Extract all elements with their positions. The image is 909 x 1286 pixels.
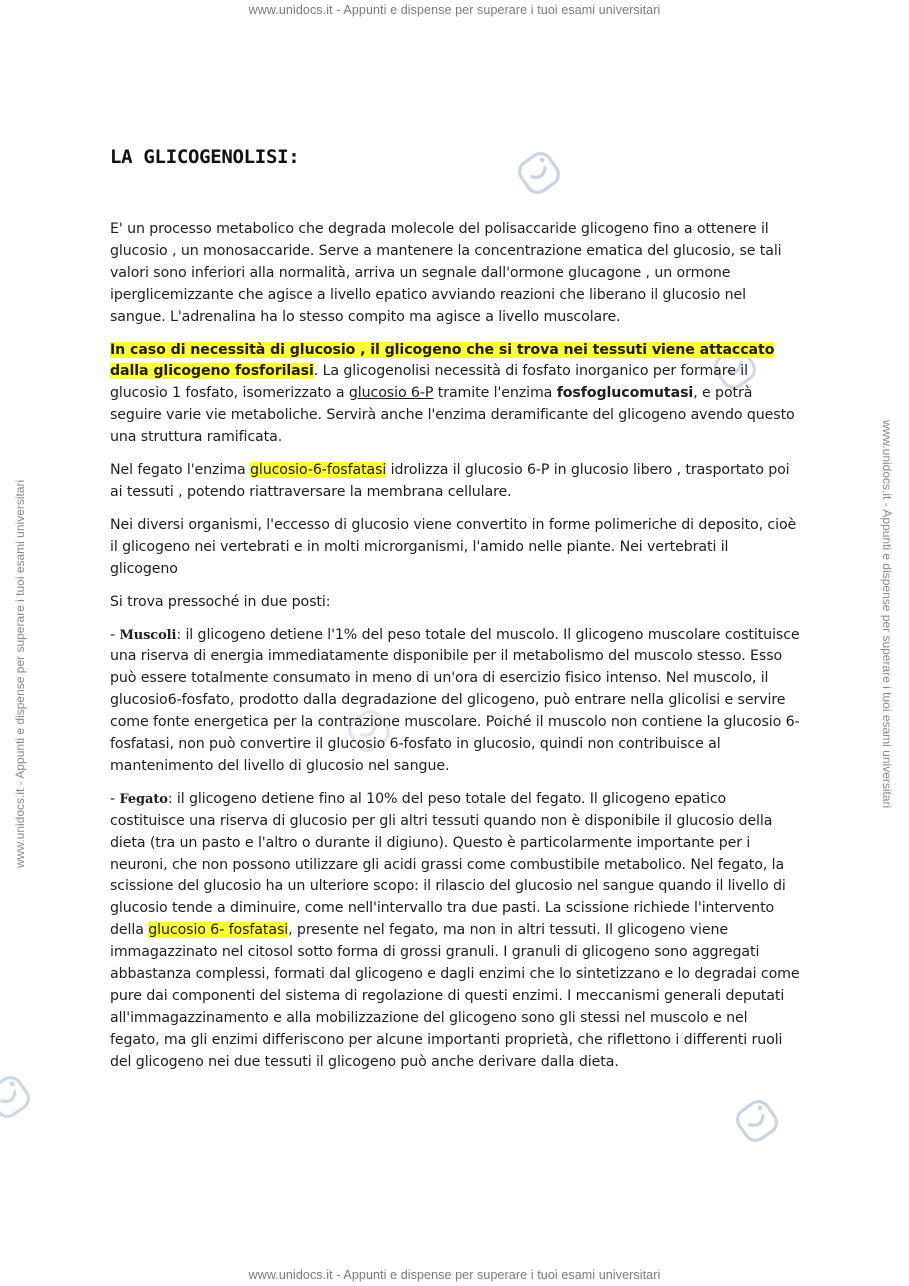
paragraph-fosforilasi [110,340,800,450]
highlighted-term: glucosio 6- fosfatasi [148,922,289,939]
unidocs-logo-icon [516,150,562,196]
paragraph-text: Nel fegato l'enzima [110,462,250,479]
paragraph-text: , e potrà seguire varie vie metaboliche. Servirà anche l'enzima deramificante del glicogeno avendo questo una struttura ramificata. [110,385,795,446]
paragraph-due-posti: Si trova pressoché in due posti: [110,593,331,610]
paragraph-text: idrolizza il glucosio 6-P in glucosio libero , trasportato poi ai tessuti , potendo riattraversare la membrana cellulare. [110,462,790,500]
underlined-term: glucosio 6-P [348,385,434,402]
paragraph-fegato [110,789,800,1074]
document-title: LA GLICOGENOLISI: [110,146,300,168]
document-body [110,219,800,1085]
paragraph-text: tramite l'enzima [433,385,557,402]
paragraph-intro: E' un processo metabolico che degrada molecole del polisaccaride glicogeno fino a ottenere il glucosio , un monosaccaride. Serve a mantenere la concentrazione ematica del glucosio, se tali valori sono inferiori alla normalità, arriva un segnale dall'ormone glucagone , un ormone iperglicemizzante che agisce a livello epatico avviando reazioni che liberano il glucosio nel sangue. L'adrenalina ha lo stesso compito ma agisce a livello muscolare. [110,221,782,325]
bold-term: Fegato [119,791,168,807]
paragraph-organismi: Nei diversi organismi, l'eccesso di glucosio viene convertito in forme polimeriche di deposito, cioè il glicogeno nei vertebrati e in molti microrganismi, l'amido nelle piante. Nei vertebrati il glicogeno [110,516,797,577]
paragraph-fegato-enzima [110,460,800,504]
bold-term: fosfoglucomutasi [556,385,694,402]
paragraph-text: : il glicogeno detiene l'1% del peso totale del muscolo. Il glicogeno muscolare costituisce una riserva di energia immediatamente disponibile per il metabolismo del muscolo stesso. Esso può essere totalmente consumato in meno di un'ora di esercizio fisico intenso. Nel muscolo, il glucosio6-fosfato, prodotto dalla degradazione del glicogeno, può entrare nella glicolisi e servire come fonte energetica per la contrazione muscolare. Poiché il muscolo non contiene la glucosio 6-fosfatasi, non può convertire il glucosio 6-fosfato in glucosio, quindi non contribuisce al mantenimento del livello di glucosio nel sangue. [110,626,800,774]
list-dash: - [110,790,120,807]
unidocs-logo-icon [0,1074,32,1120]
left-margin-watermark: www.unidocs.it - Appunti e dispense per superare i tuoi esami universitari [13,479,27,868]
footer-banner: www.unidocs.it - Appunti e dispense per superare i tuoi esami universitari [248,1268,661,1282]
header-banner: www.unidocs.it - Appunti e dispense per superare i tuoi esami universitari [248,3,661,17]
right-margin-watermark: www.unidocs.it - Appunti e dispense per superare i tuoi esami universitari [880,420,894,809]
bold-term: Muscoli [119,627,177,643]
highlighted-text: In caso di necessità di glucosio , il glicogeno che si trova nei tessuti viene attaccato dalla glicogeno fosforilasi [110,341,775,380]
paragraph-text: . La glicogenolisi necessità di fosfato inorganico per formare il glucosio 1 fosfato, isomerizzato a [110,363,748,402]
paragraph-muscoli [110,625,800,778]
paragraph-text: : il glicogeno detiene fino al 10% del peso totale del fegato. Il glicogeno epatico costituisce una riserva di glucosio per gli altri tessuti quando non è disponibile il glucosio della dieta (tra un pasto e l'altro o durante il digiuno). Questo è particolarmente importante per i neuroni, che non possono utilizzare gli acidi grassi come combustibile metabolico. Nel fegato, la scissione del glucosio ha un ulteriore scopo: il rilascio del glucosio nel sangue quando il livello di glucosio tende a diminuire, come nell'intervallo tra due pasti. La scissione richiede l'intervento della [110,790,786,939]
paragraph-text: , presente nel fegato, ma non in altri tessuti. Il glicogeno viene immagazzinato nel citosol sotto forma di grossi granuli. I granuli di glicogeno sono aggregati abbastanza complessi, formati dal glicogeno e dagli enzimi che lo sintetizzano e lo degradai come pure dai componenti del sistema di regolazione di questi enzimi. I meccanismi generali deputati all'immagazzinamento e alla mobilizzazione del glicogeno sono gli stessi nel muscolo e nel fegato, ma gli enzimi differiscono per alcune importanti proprietà, che riflettono i differenti ruoli del glicogeno nei due tessuti il glicogeno può anche derivare dalla dieta. [110,922,800,1070]
unidocs-logo-icon [734,1098,780,1144]
list-dash: - [110,626,120,643]
highlighted-term: glucosio-6-fosfatasi [249,462,387,479]
